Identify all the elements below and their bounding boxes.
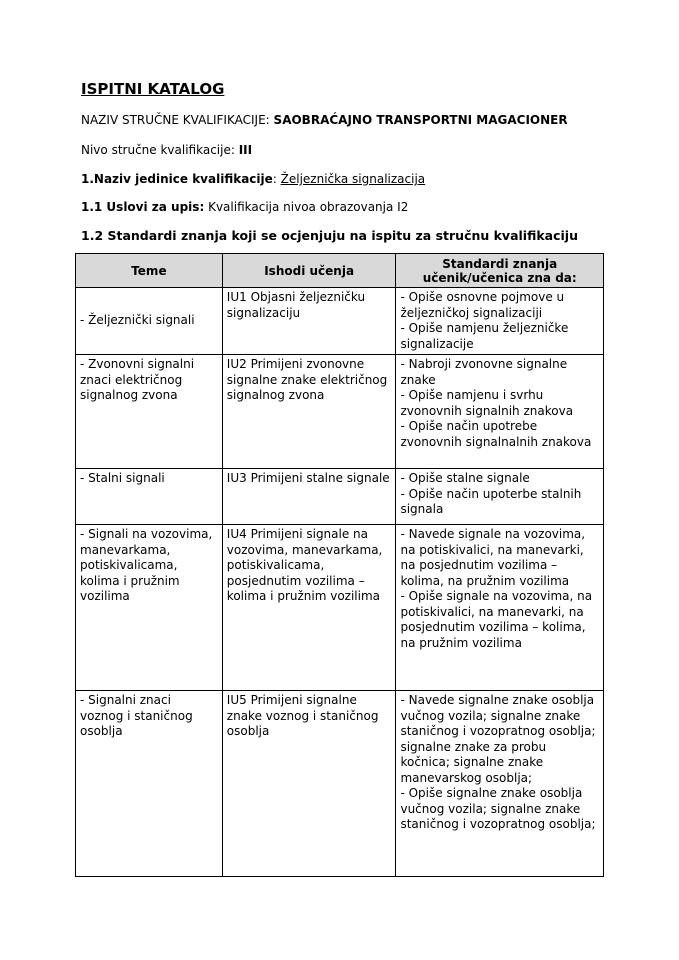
- level-line: [81, 143, 252, 157]
- cell-ishod: IU4 Primijeni signale na vozovima, manevarkama, potiskivalicama, posjednutim vozilima – kolima i pružnim vozilima: [222, 525, 396, 691]
- cell-ishod: IU3 Primijeni stalne signale: [222, 469, 396, 525]
- standard-item: - Navede signalne znake osoblja vučnog vozila; signalne znake staničnog i vozopratnog osoblja; signalne znake za probu kočnica; signalne znake manevarskog osoblja;: [400, 693, 596, 785]
- cell-standardi: [396, 691, 604, 877]
- standard-item: - Nabroji zvonovne signalne znake: [400, 357, 568, 387]
- cell-tema: - Signali na vozovima, manevarkama, potiskivalicama, kolima i pružnim vozilima: [76, 525, 223, 691]
- cell-ishod: IU1 Objasni željezničku signalizaciju: [222, 288, 396, 355]
- table-row: [76, 288, 604, 355]
- header-standardi-line2: učenik/učenica zna da:: [422, 270, 577, 285]
- cell-tema: - Stalni signali: [76, 469, 223, 525]
- qualification-value: SAOBRAĆAJNO TRANSPORTNI MAGACIONER: [273, 113, 568, 127]
- standards-table: [75, 253, 604, 877]
- header-ishodi: Ishodi učenja: [222, 254, 396, 288]
- tema-text: - Željeznički signali: [80, 313, 195, 328]
- unit-value: Željeznička signalizacija: [280, 172, 426, 186]
- standard-item: - Opiše namjenu željezničke signalizacije: [400, 321, 569, 351]
- cell-tema: - Zvonovni signalni znaci električnog signalnog zvona: [76, 355, 223, 469]
- header-standardi-line1: Standardi znanja: [442, 256, 558, 271]
- table-header-row: [76, 254, 604, 288]
- cell-standardi: [396, 469, 604, 525]
- enrollment-label: 1.1 Uslovi za upis:: [81, 200, 205, 214]
- cell-standardi: [396, 355, 604, 469]
- cell-tema: [76, 288, 223, 355]
- qualification-label: NAZIV STRUČNE KVALIFIKACIJE:: [81, 113, 270, 127]
- standard-item: - Opiše način upotrebe zvonovnih signalnalnih znakova: [400, 419, 592, 449]
- header-teme: Teme: [76, 254, 223, 288]
- standards-heading: 1.2 Standardi znanja koji se ocjenjuju na ispitu za stručnu kvalifikaciju: [81, 228, 578, 243]
- standard-item: - Opiše signale na vozovima, na potiskivalici, na manevarki, na posjednutim vozilima – kolima, na pružnim vozilima: [400, 589, 593, 650]
- unit-separator: :: [272, 172, 277, 186]
- cell-ishod: IU2 Primijeni zvonovne signalne znake električnog signalnog zvona: [222, 355, 396, 469]
- standard-item: - Opiše stalne signale: [400, 471, 530, 485]
- table-row: [76, 691, 604, 877]
- cell-standardi: [396, 288, 604, 355]
- standard-item: - Opiše namjenu i svrhu zvonovnih signalnih znakova: [400, 388, 574, 418]
- standard-item: - Opiše osnovne pojmove u željezničkoj signalizaciji: [400, 290, 565, 320]
- table-row: [76, 469, 604, 525]
- standard-item: - Opiše način upoterbe stalnih signala: [400, 486, 582, 516]
- cell-ishod: IU5 Primijeni signalne znake voznog i staničnog osoblja: [222, 691, 396, 877]
- enrollment-line: [81, 200, 408, 214]
- unit-line: [81, 172, 425, 186]
- level-value: III: [238, 143, 253, 157]
- unit-label: 1.Naziv jedinice kvalifikacije: [81, 172, 273, 186]
- cell-standardi: [396, 525, 604, 691]
- standard-item: - Navede signale na vozovima, na potiskivalici, na manevarki, na posjednutim vozilima – kolima, na pružnim vozilima: [400, 527, 586, 588]
- standard-item: - Opiše signalne znake osoblja vučnog vozila; signalne znake staničnog i vozopratnog osoblja;: [400, 786, 596, 831]
- cell-tema: - Signalni znaci voznog i staničnog osoblja: [76, 691, 223, 877]
- table-row: [76, 355, 604, 469]
- page-title: ISPITNI KATALOG: [81, 80, 225, 98]
- header-standardi: [396, 254, 604, 288]
- qualification-line: [81, 113, 568, 127]
- table-row: [76, 525, 604, 691]
- level-label: Nivo stručne kvalifikacije:: [81, 143, 235, 157]
- enrollment-value: Kvalifikacija nivoa obrazovanja I2: [208, 200, 409, 214]
